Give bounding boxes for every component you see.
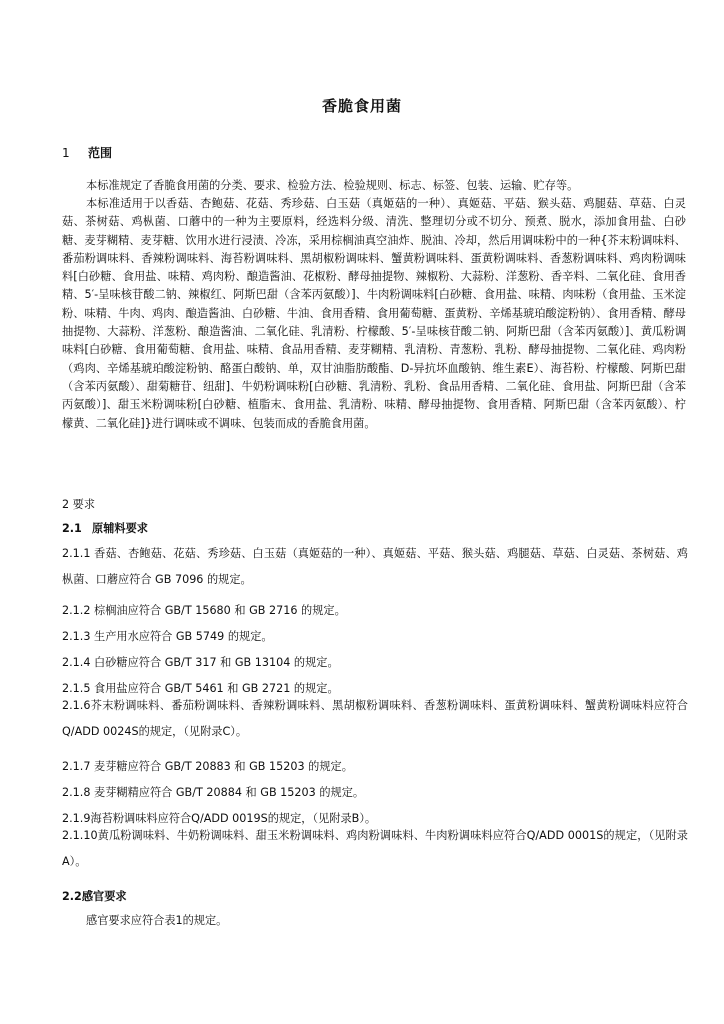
item-2-1-1: 2.1.1 香菇、杏鲍菇、花菇、秀珍菇、白玉菇（真姬菇的一种）、真姬菇、平菇、猴头菇、鸡腿菇、草菇、白灵菇、茶树菇、鸡枞菌、口蘑应符合 GB 7096 的规定。 [62, 547, 688, 586]
sensory-paragraph: 感官要求应符合表1的规定。 [86, 914, 228, 927]
section-1-heading [62, 144, 112, 161]
item-2-1-5: 2.1.5 食用盐应符合 GB/T 5461 和 GB 2721 的规定。 [62, 682, 339, 695]
section-2-1-heading [62, 520, 148, 536]
section-2-heading: 2 要求 [62, 498, 96, 511]
item-2-1-8: 2.1.8 麦芽糊精应符合 GB/T 20884 和 GB 15203 的规定。 [62, 786, 365, 799]
item-2-1-4: 2.1.4 白砂糖应符合 GB/T 317 和 GB 13104 的规定。 [62, 656, 339, 669]
section-1-title: 范围 [88, 146, 113, 160]
item-2-1-6: 2.1.6芥末粉调味料、番茄粉调味料、香辣粉调味料、黑胡椒粉调味料、香葱粉调味料、蛋黄粉调味料、蟹黄粉调味料应符合Q/ADD 0024S的规定，（见附录C）。 [62, 699, 688, 738]
section-1-number: 1 [62, 146, 70, 160]
item-2-1-3: 2.1.3 生产用水应符合 GB 5749 的规定。 [62, 630, 273, 643]
scope-paragraph-2: 本标准适用于以香菇、杏鲍菇、花菇、秀珍菇、白玉菇（真姬菇的一种）、真姬菇、平菇、猴头菇、鸡腿菇、草菇、白灵菇、茶树菇、鸡枞菌、口蘑中的一种为主要原料，经选料分级、清洗、整理切分或不切分、预煮、脱水，添加食用盐、白砂糖、麦芽糊精、麦芽糖、饮用水进行浸渍、冷冻，采用棕榈油真空油炸、脱油、冷却，然后用调味粉中的一种{芥末粉调味料、番茄粉调味料、香辣粉调味料、海苔粉调味料、黑胡椒粉调味料、蟹黄粉调味料、蛋黄粉调味料、香葱粉调味料、鸡肉粉调味料[白砂糖、食用盐、味精、鸡肉粉、酿造酱油、花椒粉、酵母抽提物、辣椒粉、大蒜粉、洋葱粉、香辛料、二氧化硅、食用香精、5′-呈味核苷酸二钠、辣椒红、阿斯巴甜（含苯丙氨酸）]、牛肉粉调味料[白砂糖、食用盐、味精、肉味粉（食用盐、玉米淀粉、味精、牛肉、鸡肉、酿造酱油、白砂糖、牛油、食用香精、食用葡萄糖、蛋黄粉、辛烯基琥珀酸淀粉钠）、食用香精、酵母抽提物、大蒜粉、洋葱粉、酿造酱油、二氧化硅、乳清粉、柠檬酸、5′-呈味核苷酸二钠、阿斯巴甜（含苯丙氨酸）]、黄瓜粉调味料[白砂糖、食用葡萄糖、食用盐、味精、食品用香精、麦芽糊精、乳清粉、青葱粉、乳粉、酵母抽提物、二氧化硅、鸡肉粉（鸡肉、辛烯基琥珀酸淀粉钠、酪蛋白酸钠、单，双甘油脂肪酸酯、D-异抗坏血酸钠、维生素E）、海苔粉、柠檬酸、阿斯巴甜（含苯丙氨酸）、甜菊糖苷、纽甜]、牛奶粉调味粉[白砂糖、乳清粉、乳粉、食品用香精、二氧化硅、食用盐、阿斯巴甜（含苯丙氨酸）]、甜玉米粉调味粉[白砂糖、植脂末、食用盐、乳清粉、味精、酵母抽提物、食用香精、阿斯巴甜（含苯丙氨酸）、柠檬黄、二氧化硅]}进行调味或不调味、包装而成的香脆食用菌。 [62, 197, 686, 430]
item-2-1-2: 2.1.2 棕榈油应符合 GB/T 15680 和 GB 2716 的规定。 [62, 604, 346, 617]
section-2-1-number: 2.1 [62, 522, 82, 535]
section-2-1-title: 原辅料要求 [92, 522, 148, 535]
section-2-2-heading: 2.2感官要求 [62, 890, 127, 903]
item-2-1-7: 2.1.7 麦芽糖应符合 GB/T 20883 和 GB 15203 的规定。 [62, 760, 353, 773]
scope-paragraph-1: 本标准规定了香脆食用菌的分类、要求、检验方法、检验规则、标志、标签、包装、运输、贮存等。 [86, 179, 579, 192]
document-title: 香脆食用菌 [321, 97, 402, 115]
item-2-1-9: 2.1.9海苔粉调味料应符合Q/ADD 0019S的规定，（见附录B）。 [62, 812, 377, 825]
item-2-1-10: 2.1.10黄瓜粉调味料、牛奶粉调味料、甜玉米粉调味料、鸡肉粉调味料、牛肉粉调味料应符合Q/ADD 0001S的规定，（见附录A）。 [62, 829, 688, 868]
